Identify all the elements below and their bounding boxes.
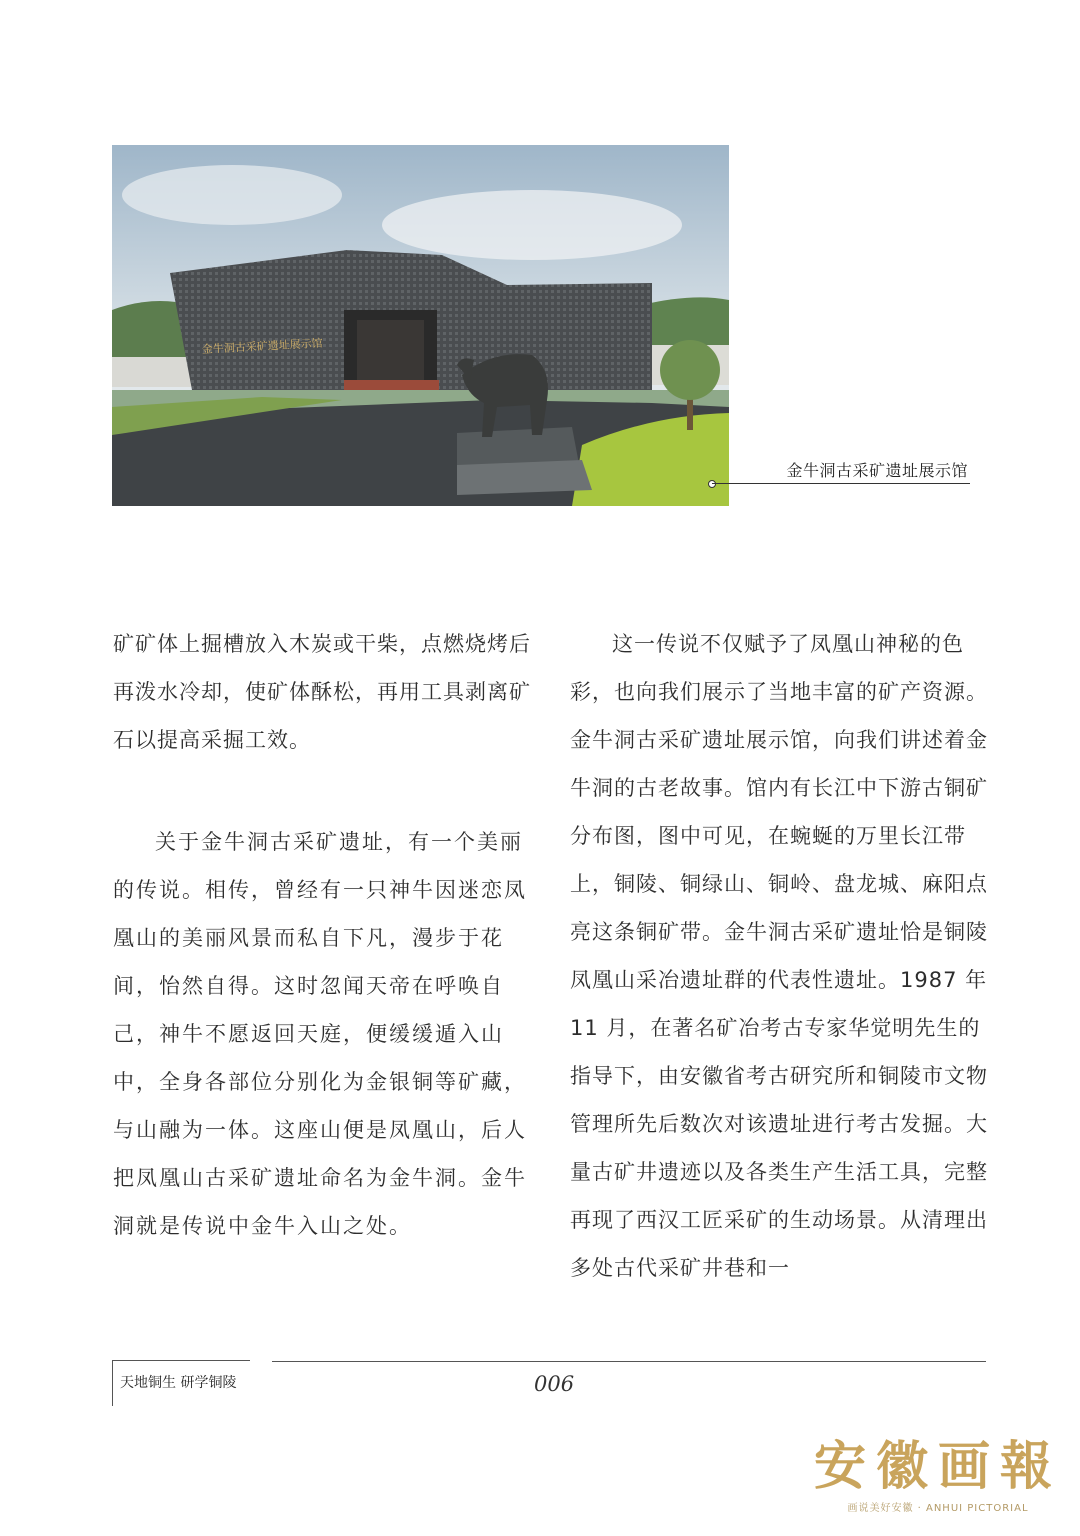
page-number: 006 (534, 1372, 575, 1396)
right-column (570, 620, 990, 1292)
photo-caption-block (718, 452, 968, 492)
logo-subtitle: 画说美好安徽 · ANHUI PICTORIAL (847, 1503, 1029, 1514)
logo-title: 安徽画報 (813, 1436, 1062, 1497)
paragraph: 这一传说不仅赋予了凤凰山神秘的色彩，也向我们展示了当地丰富的矿产资源。金牛洞古采矿遗址展示馆，向我们讲述着金牛洞的古老故事。馆内有长江中下游古铜矿分布图，图中可见，在蜿蜒的万里长江带上，铜陵、铜绿山、铜岭、盘龙城、麻阳点亮这条铜矿带。金牛洞古采矿遗址恰是铜陵凤凰山采冶遗址群的代表性遗址。1987 年 11 月，在著名矿冶考古专家华觉明先生的指导下，由安徽省考古研究所和铜陵市文物管理所先后数次对该遗址进行考古发掘。大量古矿井遗迹以及各类生产生活工具，完整再现了西汉工匠采矿的生动场景。从清理出多处古代采矿井巷和一 (570, 632, 988, 1280)
left-column-continuation (113, 620, 533, 764)
museum-photo (112, 145, 729, 506)
footer-divider (272, 1361, 986, 1362)
paragraph: 关于金牛洞古采矿遗址，有一个美丽的传说。相传，曾经有一只神牛因迷恋凤凰山的美丽风景而私自下凡，漫步于花间，怡然自得。这时忽闻天帝在呼唤自己，神牛不愿返回天庭，便缓缓遁入山中，全身各部位分别化为金银铜等矿藏，与山融为一体。这座山便是凤凰山，后人把凤凰山古采矿遗址命名为金牛洞。金牛洞就是传说中金牛入山之处。 (113, 830, 527, 1238)
footer-section-title: 天地铜生 研学铜陵 (120, 1375, 237, 1391)
caption-underline (712, 483, 970, 484)
anhui-pictorial-logo (813, 1436, 1062, 1514)
footer-divider-left (112, 1360, 250, 1361)
building-sign: 金牛洞古采矿遗址展示馆 (201, 336, 323, 356)
caption-dot (708, 480, 716, 488)
left-column-legend (113, 818, 533, 1250)
photo-caption: 金牛洞古采矿遗址展示馆 (786, 461, 968, 480)
footer-divider-vertical (112, 1360, 113, 1406)
paragraph: 矿矿体上掘槽放入木炭或干柴，点燃烧烤后再泼水冷却，使矿体酥松，再用工具剥离矿石以提高采掘工效。 (113, 632, 531, 752)
